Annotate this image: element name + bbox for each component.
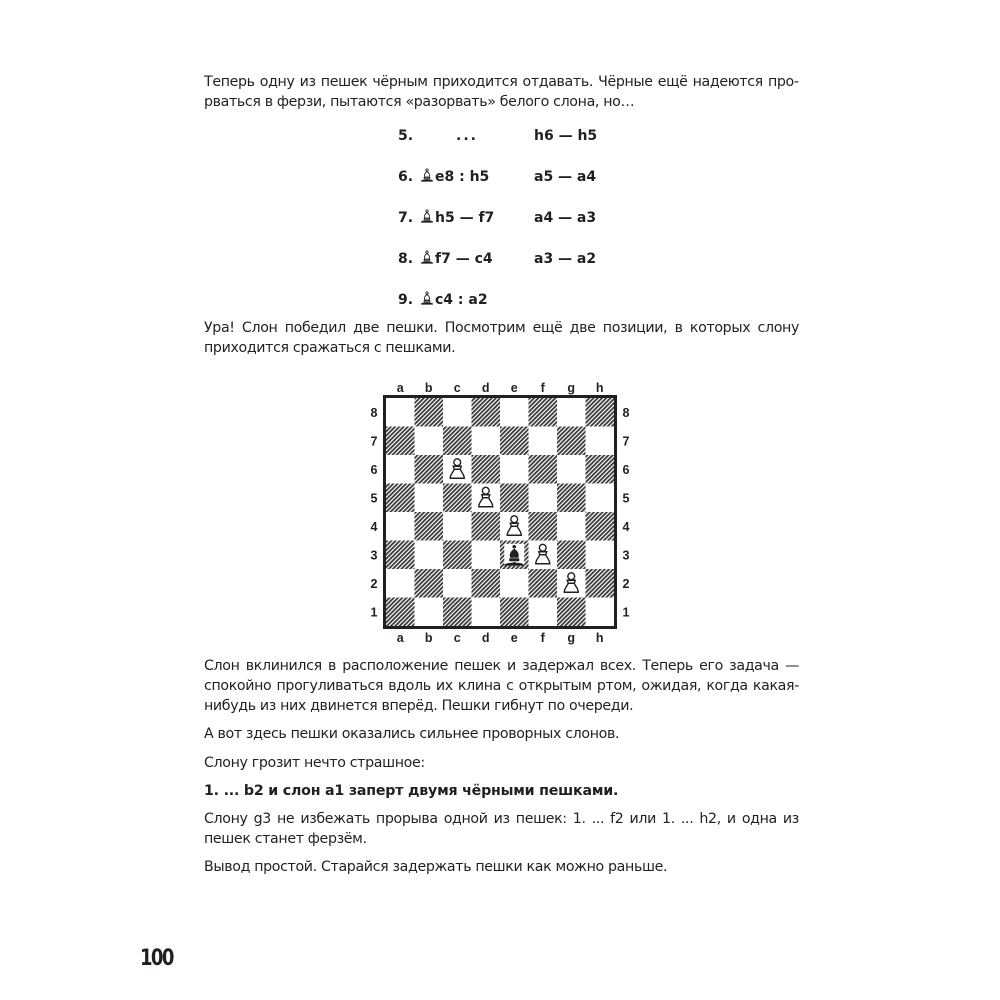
square-d3 (472, 541, 501, 570)
square-d6 (472, 455, 501, 484)
square-c7 (443, 427, 472, 456)
chess-board (360, 380, 640, 645)
square-g5 (557, 484, 586, 513)
square-b7 (415, 427, 444, 456)
square-a6 (386, 455, 415, 484)
move-black: a5 — a4 (534, 169, 597, 185)
square-a2 (386, 569, 415, 598)
chess-diagram (360, 380, 640, 645)
square-g7 (557, 427, 586, 456)
file-label-bottom: g (567, 631, 576, 645)
square-d8 (472, 398, 501, 427)
move-black: a4 — a3 (534, 210, 597, 226)
move-black: h6 — h5 (534, 128, 598, 144)
square-d7 (472, 427, 501, 456)
bishop-icon (420, 168, 434, 182)
square-b6 (415, 455, 444, 484)
rank-label-right: 6 (622, 462, 630, 477)
file-label-top: e (510, 381, 518, 395)
square-a4 (386, 512, 415, 541)
square-h5 (586, 484, 615, 513)
square-b4 (415, 512, 444, 541)
move-white: ... (456, 128, 478, 144)
square-g3 (557, 541, 586, 570)
file-label-top: d (481, 381, 490, 395)
move-number: 8. (398, 251, 414, 267)
square-h8 (586, 398, 615, 427)
file-label-top: g (567, 381, 576, 395)
square-a3 (386, 541, 415, 570)
square-f8 (529, 398, 558, 427)
square-a5 (386, 484, 415, 513)
square-b2 (415, 569, 444, 598)
square-c3 (443, 541, 472, 570)
square-d4 (472, 512, 501, 541)
square-h1 (586, 598, 615, 627)
square-f6 (529, 455, 558, 484)
file-label-bottom: c (453, 631, 461, 645)
move-number: 9. (398, 292, 414, 308)
square-b5 (415, 484, 444, 513)
paragraph-threat: Слону грозит нечто страшное: (204, 755, 425, 771)
move-number: 6. (398, 169, 414, 185)
square-b8 (415, 398, 444, 427)
paragraph-breakthrough: Слону g3 не избежать прорыва одной из пешек: 1. ... f2 или 1. ... h2, и одна из пешек станет ферзём. (204, 811, 799, 847)
square-b3 (415, 541, 444, 570)
paragraph-intro: Теперь одну из пешек чёрным приходится отдавать. Чёрные ещё надеются прорваться в ферзи, пытаются «разорвать» белого слона, но… (204, 74, 799, 110)
rank-label-right: 1 (622, 605, 630, 620)
bishop-icon (420, 291, 434, 305)
square-g1 (557, 598, 586, 627)
file-label-bottom: d (481, 631, 490, 645)
rank-label-left: 4 (370, 519, 378, 534)
square-g8 (557, 398, 586, 427)
rank-label-left: 5 (370, 491, 378, 506)
square-c5 (443, 484, 472, 513)
square-f7 (529, 427, 558, 456)
square-e6 (500, 455, 529, 484)
square-e7 (500, 427, 529, 456)
square-f5 (529, 484, 558, 513)
paragraph-victory: Ура! Слон победил две пешки. Посмотрим ещё две позиции, в которых слону приходится сражаться с пешками. (204, 320, 799, 356)
square-c4 (443, 512, 472, 541)
square-e2 (500, 569, 529, 598)
file-label-top: f (540, 381, 545, 395)
file-label-top: a (396, 381, 404, 395)
move-white: f7 — c4 (420, 249, 493, 269)
square-d1 (472, 598, 501, 627)
square-a1 (386, 598, 415, 627)
square-c1 (443, 598, 472, 627)
file-label-bottom: a (396, 631, 404, 645)
rank-label-right: 2 (622, 576, 630, 591)
square-h4 (586, 512, 615, 541)
move-number: 5. (398, 128, 414, 144)
paragraph-threat-move: 1. ... b2 и слон а1 заперт двумя чёрными пешками. (204, 783, 619, 799)
file-label-top: h (595, 381, 604, 395)
move-white: e8 : h5 (420, 167, 489, 187)
square-a7 (386, 427, 415, 456)
file-label-bottom: f (540, 631, 545, 645)
rank-label-right: 4 (622, 519, 630, 534)
square-d2 (472, 569, 501, 598)
square-g6 (557, 455, 586, 484)
paragraph-stronger: А вот здесь пешки оказались сильнее проворных слонов. (204, 726, 620, 742)
black-bishop-icon (504, 544, 524, 566)
square-g4 (557, 512, 586, 541)
rank-label-right: 8 (622, 405, 630, 420)
rank-label-left: 6 (370, 462, 378, 477)
rank-label-left: 2 (370, 576, 378, 591)
move-number: 7. (398, 210, 414, 226)
square-e8 (500, 398, 529, 427)
rank-label-left: 1 (370, 605, 378, 620)
move-white: h5 — f7 (420, 208, 494, 228)
square-e1 (500, 598, 529, 627)
file-label-bottom: b (424, 631, 433, 645)
rank-label-left: 8 (370, 405, 378, 420)
bishop-icon (420, 209, 434, 223)
file-label-top: b (424, 381, 433, 395)
square-h3 (586, 541, 615, 570)
file-label-bottom: h (595, 631, 604, 645)
rank-label-right: 5 (622, 491, 630, 506)
rank-label-right: 3 (622, 548, 630, 563)
file-label-top: c (453, 381, 461, 395)
square-c8 (443, 398, 472, 427)
square-f2 (529, 569, 558, 598)
square-f4 (529, 512, 558, 541)
move-white: c4 : a2 (420, 290, 488, 310)
paragraph-conclusion: Вывод простой. Старайся задержать пешки как можно раньше. (204, 859, 668, 875)
square-a8 (386, 398, 415, 427)
square-c2 (443, 569, 472, 598)
page-number: 100 (140, 946, 173, 971)
rank-label-left: 7 (370, 434, 378, 449)
square-h2 (586, 569, 615, 598)
square-b1 (415, 598, 444, 627)
square-h7 (586, 427, 615, 456)
move-black: a3 — a2 (534, 251, 597, 267)
bishop-icon (420, 250, 434, 264)
file-label-bottom: e (510, 631, 518, 645)
rank-label-left: 3 (370, 548, 378, 563)
paragraph-wedge: Слон вклинился в расположение пешек и задержал всех. Теперь его задача — спокойно прогуливаться вдоль их клина с открытым ртом, ожидая, когда какая-нибудь из них двинется вперёд. Пешки гибнут по очереди. (204, 658, 799, 714)
square-e5 (500, 484, 529, 513)
square-h6 (586, 455, 615, 484)
square-f1 (529, 598, 558, 627)
rank-label-right: 7 (622, 434, 630, 449)
